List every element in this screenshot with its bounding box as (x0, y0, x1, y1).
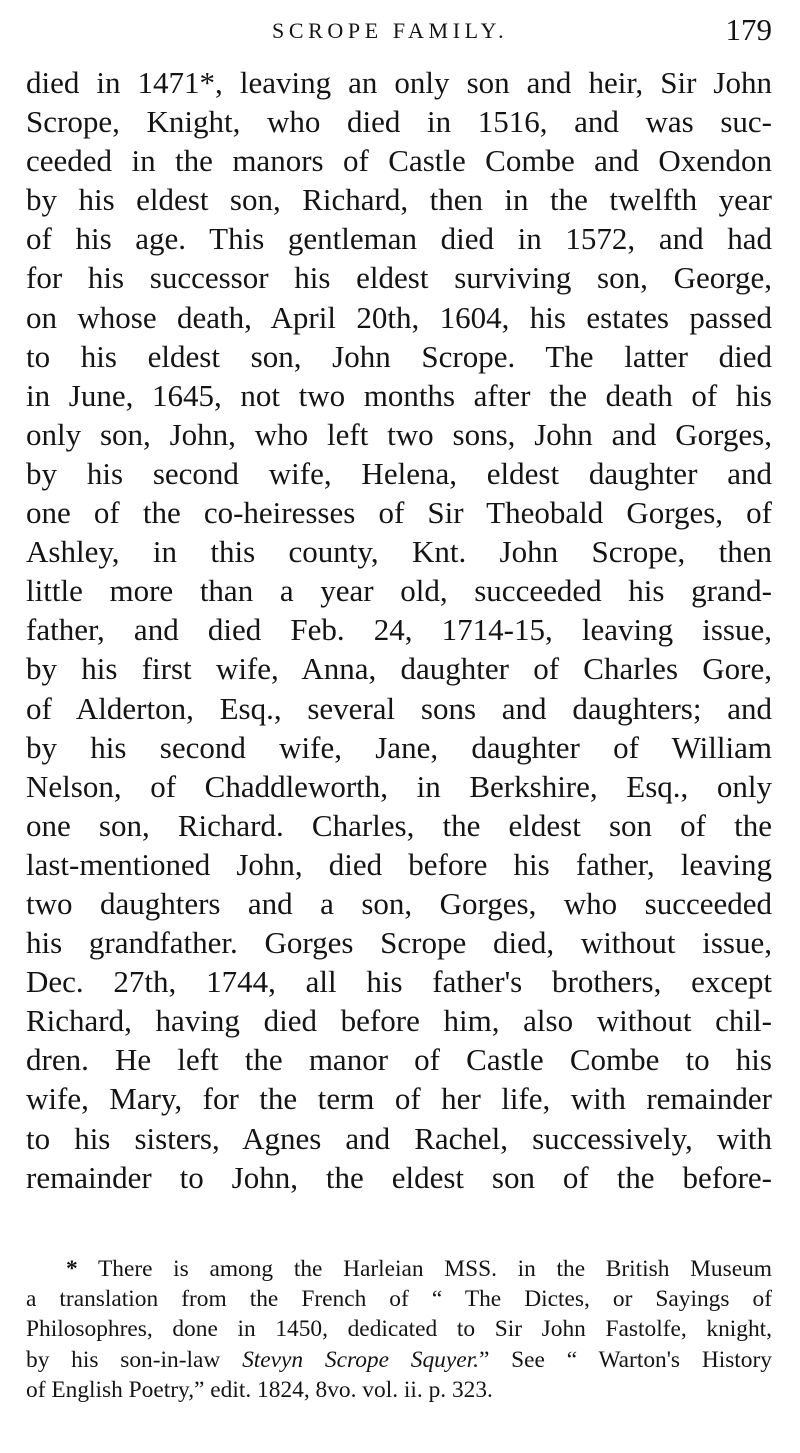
body-line: by his first wife, Anna, daughter of Charles Gore, (26, 651, 772, 687)
body-line: by his eldest son, Richard, then in the twelfth year (26, 182, 772, 218)
footnote-italic-name: Stevyn Scrope Squyer. (242, 1346, 479, 1373)
footnote-marker: * (66, 1256, 78, 1282)
body-line: of Alderton, Esq., several sons and daughters; and (26, 690, 772, 726)
footnote-line (26, 1345, 772, 1375)
body-line: remainder to John, the eldest son of the before- (26, 1159, 772, 1195)
body-line: Nelson, of Chaddleworth, in Berkshire, Esq., only (26, 768, 772, 804)
body-line: father, and died Feb. 24, 1714-15, leaving issue, (26, 612, 772, 648)
body-line: last-mentioned John, died before his father, leaving (26, 846, 772, 882)
body-line: for his successor his eldest surviving son, George, (26, 260, 772, 296)
body-line: one of the co-heiresses of Sir Theobald Gorges, of (26, 495, 772, 531)
footnote-line: a translation from the French of “ The Dictes, or Sayings of (26, 1286, 772, 1313)
body-line: two daughters and a son, Gorges, who succeeded (26, 885, 772, 921)
body-line: wife, Mary, for the term of her life, with remainder (26, 1081, 772, 1117)
body-line: by his second wife, Helena, eldest daughter and (26, 455, 772, 491)
body-line: little more than a year old, succeeded his grand- (26, 573, 772, 609)
body-line: his grandfather. Gorges Scrope died, without issue, (26, 925, 772, 961)
body-line: of his age. This gentleman died in 1572, and had (26, 221, 772, 257)
body-line: on whose death, April 20th, 1604, his estates passed (26, 299, 772, 335)
footnote-text: ” See “ Warton's History (478, 1346, 772, 1373)
body-text (26, 63, 772, 1197)
body-line: Ashley, in this county, Knt. John Scrope, then (26, 534, 772, 570)
footnote (26, 1254, 772, 1405)
body-line: in June, 1645, not two months after the death of his (26, 377, 772, 413)
body-line: by his second wife, Jane, daughter of William (26, 729, 772, 765)
body-line: only son, John, who left two sons, John and Gorges, (26, 416, 772, 452)
body-line: to his eldest son, John Scrope. The latter died (26, 338, 772, 374)
footnote-line (26, 1254, 772, 1284)
body-line: Richard, having died before him, also without chil- (26, 1003, 772, 1039)
page-number: 179 (725, 12, 772, 47)
body-line: Scrope, Knight, who died in 1516, and was suc- (26, 104, 772, 140)
footnote-line: of English Poetry,” edit. 1824, 8vo. vol. ii. p. 323. (26, 1376, 493, 1403)
body-line: one son, Richard. Charles, the eldest son of the (26, 807, 772, 843)
footnote-text: by his son-in-law (26, 1346, 243, 1373)
running-header (0, 14, 800, 54)
footnote-text: There is among the Harleian MSS. in the British Museum (97, 1256, 772, 1282)
body-line: to his sisters, Agnes and Rachel, successively, with (26, 1120, 772, 1156)
running-title: SCROPE FAMILY. (272, 18, 509, 43)
body-line: Dec. 27th, 1744, all his father's brothers, except (26, 964, 772, 1000)
body-line: ceeded in the manors of Castle Combe and Oxendon (26, 143, 772, 179)
footnote-line: Philosophres, done in 1450, dedicated to Sir John Fastolfe, knight, (26, 1316, 772, 1343)
body-line: died in 1471*, leaving an only son and heir, Sir John (26, 65, 772, 100)
body-line: dren. He left the manor of Castle Combe to his (26, 1042, 772, 1078)
